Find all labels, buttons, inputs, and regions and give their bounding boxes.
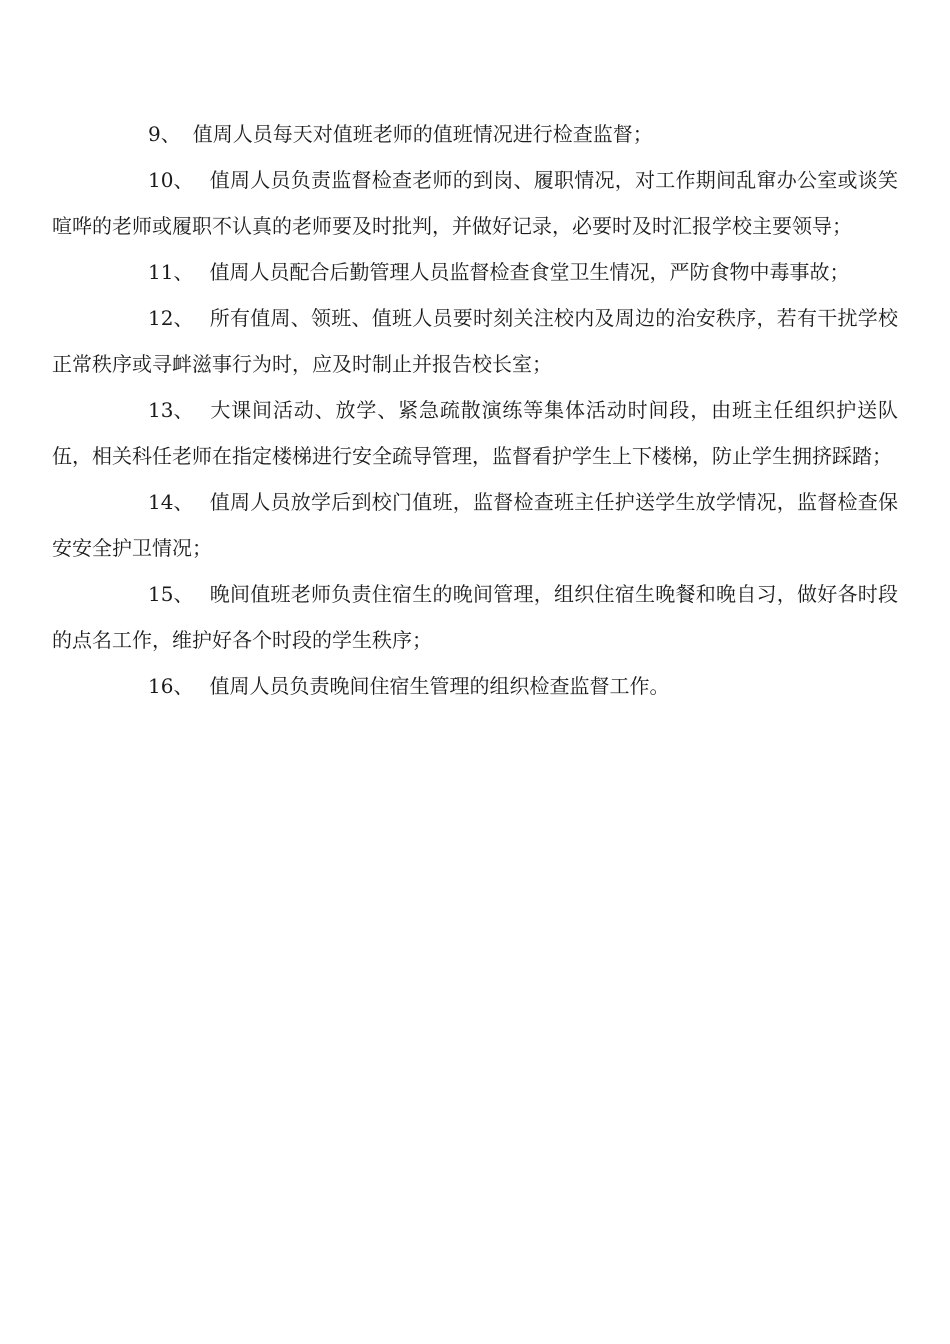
item-number: 13、 bbox=[148, 398, 194, 422]
item-number: 15、 bbox=[148, 582, 194, 606]
list-item-15 bbox=[52, 571, 898, 663]
item-text: 值周人员配合后勤管理人员监督检查食堂卫生情况，严防食物中毒事故； bbox=[209, 260, 850, 284]
item-text: 值周人员负责监督检查老师的到岗、履职情况，对工作期间乱窜办公室或谈笑喧哗的老师或履职不认真的老师要及时批判，并做好记录，必要时及时汇报学校主要领导； bbox=[52, 168, 898, 238]
item-text: 值周人员每天对值班老师的值班情况进行检查监督； bbox=[192, 122, 653, 146]
list-item-11 bbox=[52, 249, 898, 295]
item-number: 14、 bbox=[148, 490, 194, 514]
list-item-16 bbox=[52, 663, 898, 709]
item-text: 晚间值班老师负责住宿生的晚间管理，组织住宿生晚餐和晚自习，做好各时段的点名工作，维护好各个时段的学生秩序； bbox=[52, 582, 898, 652]
document-body bbox=[52, 111, 898, 709]
list-item-13 bbox=[52, 387, 898, 479]
list-item-10 bbox=[52, 157, 898, 249]
item-number: 16、 bbox=[148, 674, 194, 698]
item-text: 大课间活动、放学、紧急疏散演练等集体活动时间段，由班主任组织护送队伍，相关科任老师在指定楼梯进行安全疏导管理，监督看护学生上下楼梯，防止学生拥挤踩踏； bbox=[52, 398, 898, 468]
list-item-9 bbox=[52, 111, 898, 157]
item-text: 所有值周、领班、值班人员要时刻关注校内及周边的治安秩序，若有干扰学校正常秩序或寻衅滋事行为时，应及时制止并报告校长室； bbox=[52, 306, 898, 376]
item-number: 9、 bbox=[148, 122, 181, 146]
item-text: 值周人员负责晚间住宿生管理的组织检查监督工作。 bbox=[209, 674, 670, 698]
item-number: 12、 bbox=[148, 306, 194, 330]
item-text: 值周人员放学后到校门值班，监督检查班主任护送学生放学情况，监督检查保安安全护卫情况； bbox=[52, 490, 898, 560]
item-number: 11、 bbox=[148, 260, 194, 284]
list-item-12 bbox=[52, 295, 898, 387]
item-number: 10、 bbox=[148, 168, 194, 192]
list-item-14 bbox=[52, 479, 898, 571]
